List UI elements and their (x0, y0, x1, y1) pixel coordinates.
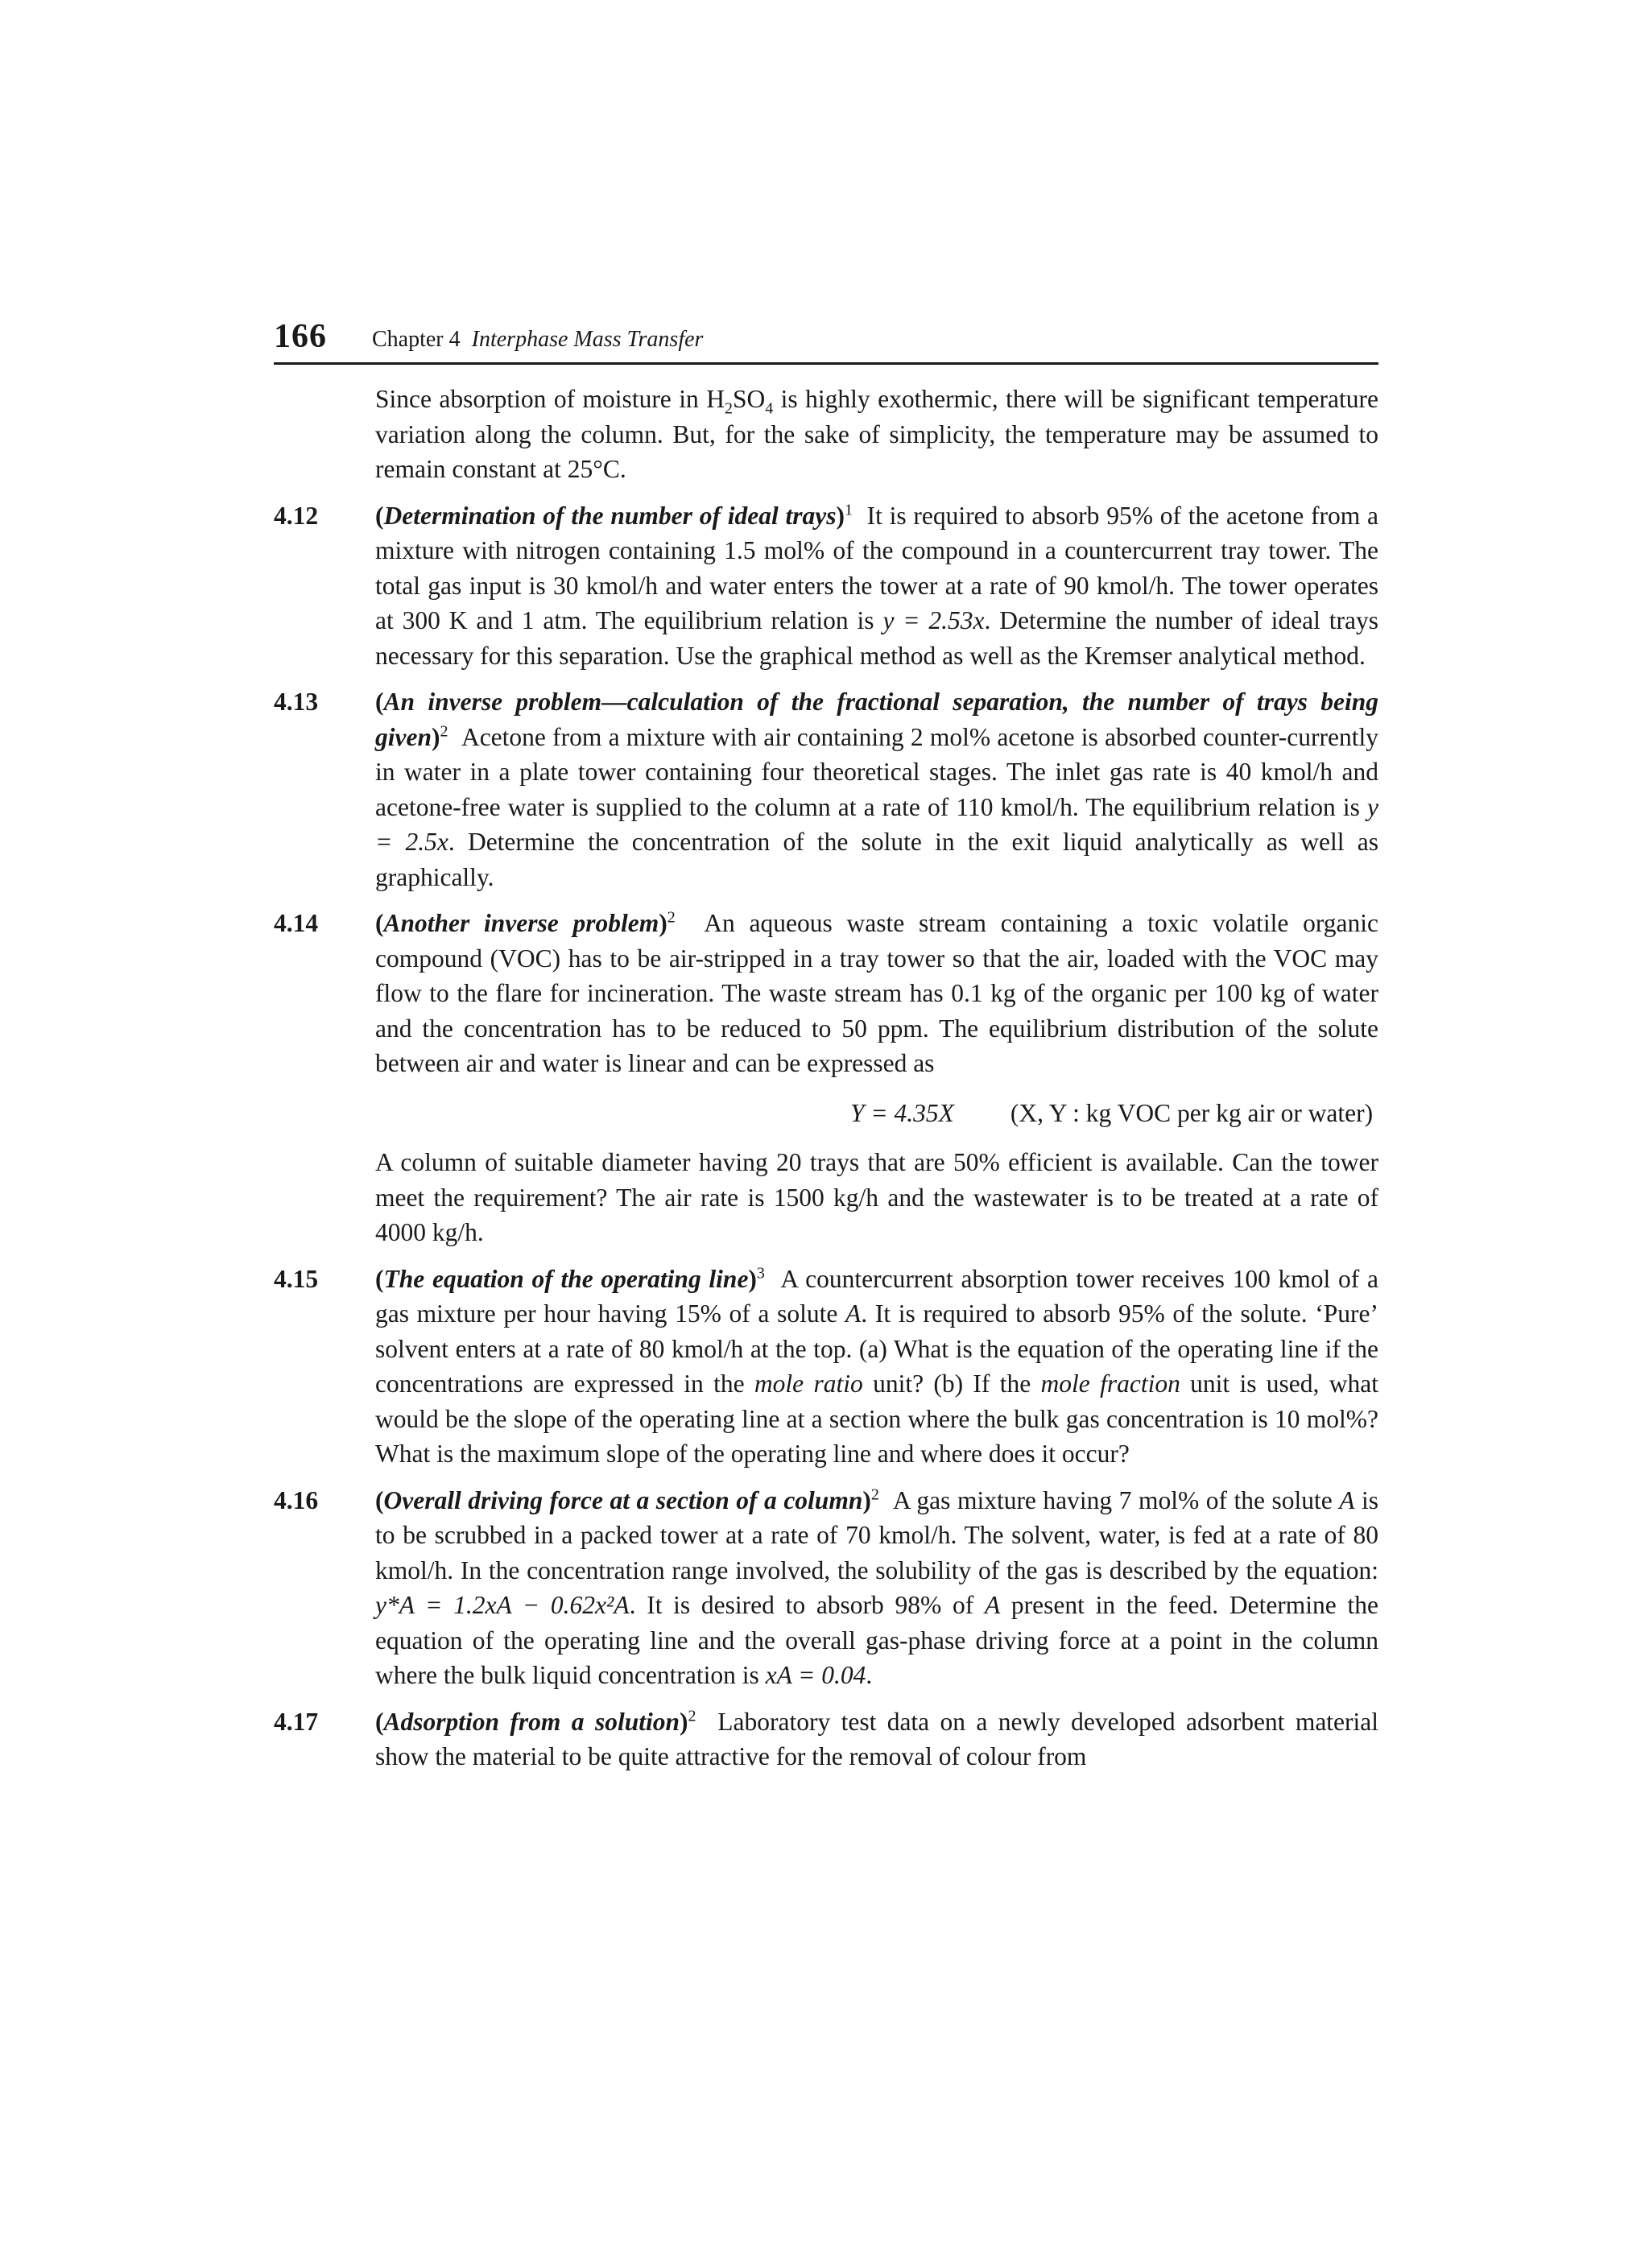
footnote-ref: 3 (756, 1264, 765, 1282)
problem-text: It is required to absorb 95% of the acetone from a mixture with nitrogen containing 1.5 mol% of the compound in a countercurrent tray tower. The total gas input is 30 kmol/h and water enters the tower at a rate of 90 kmol/h. The tower operates at 300 K and 1 atm. The equilibrium relation is (375, 501, 1378, 634)
problem-text: . (866, 1661, 873, 1689)
problem-number: 4.17 (274, 1707, 319, 1736)
problem-title: (Another inverse problem) (375, 909, 667, 937)
problem-number: 4.16 (274, 1485, 319, 1514)
equation-inline: xA = 0.04 (765, 1661, 866, 1689)
equation-inline: y = 2.53x (882, 606, 985, 634)
problem-text: unit? (b) If the (862, 1369, 1041, 1398)
page-body (274, 382, 1378, 1774)
intro-sub-1: 2 (724, 399, 733, 418)
chapter-title: Interphase Mass Transfer (471, 327, 704, 352)
equation-inline: y*A = 1.2xA − 0.62x²A (375, 1591, 630, 1619)
solute-symbol: A (984, 1591, 1001, 1619)
problem-4-17 (274, 1704, 1378, 1774)
problem-4-15 (274, 1262, 1378, 1472)
footnote-ref: 1 (845, 501, 853, 518)
problem-number: 4.12 (274, 501, 319, 530)
footnote-ref: 2 (688, 1707, 696, 1725)
problem-text: . It is required to absorb 95% of the solute. ‘Pure’ solvent enters at a rate of 80 kmol/h at the top. (a) What is the equation of the operating line if the concentrations are expressed in the (375, 1299, 1378, 1398)
intro-text-2: SO (732, 385, 766, 413)
page-number: 166 (274, 318, 327, 355)
display-equation (375, 1096, 1378, 1131)
problem-title: (Adsorption from a solution) (375, 1707, 688, 1736)
problem-text: . Determine the concentration of the solute in the exit liquid analytically as well as graphically. (375, 828, 1378, 891)
problem-4-14 (274, 906, 1378, 1250)
solute-symbol: A (845, 1299, 862, 1328)
unit-term: mole fraction (1040, 1369, 1180, 1398)
intro-text-1: Since absorption of moisture in H (375, 385, 725, 413)
footnote-ref: 2 (440, 722, 448, 740)
intro-sub-2: 4 (765, 399, 774, 418)
problem-text: . Determine the number of ideal trays necessary for this separation. Use the graphical method as well as the Kremser analytical method. (375, 606, 1378, 670)
intro-paragraph (375, 382, 1378, 487)
problem-text: is to be scrubbed in a packed tower at a rate of 70 kmol/h. The solvent, water, is fed at a rate of 80 kmol/h. In the concentration range involved, the solubility of the gas is described by the equation: (375, 1485, 1379, 1584)
equation-note: (X, Y : kg VOC per kg air or water) (1010, 1098, 1374, 1127)
problem-title: (The equation of the operating line) (375, 1264, 757, 1293)
problem-title: (Overall driving force at a section of a column) (375, 1485, 871, 1514)
problem-text: unit is used, what would be the slope of the operating line at a section where the bulk gas concentration is 10 mol%? What is the maximum slope of the operating line and where does it occur? (375, 1369, 1378, 1468)
problem-number: 4.14 (274, 909, 319, 937)
footnote-ref: 2 (667, 908, 676, 927)
problem-4-13 (274, 684, 1378, 894)
chapter-label: Chapter 4 (372, 327, 461, 352)
problem-text: Laboratory test data on a newly developed adsorbent material show the material to be quite attractive for the removal of colour from (375, 1707, 1379, 1770)
footnote-ref: 2 (870, 1485, 879, 1503)
problem-text: Acetone from a mixture with air containing 2 mol% acetone is absorbed counter-currently in water in a plate tower containing four theoretical stages. The inlet gas rate is 40 kmol/h and acetone-free water is supplied to the column at a rate of 110 kmol/h. The equilibrium relation is (375, 722, 1378, 821)
problem-title: (An inverse problem—calculation of the fractional separation, the number of trays being given) (375, 688, 1378, 751)
page-header (274, 317, 1378, 365)
problem-number: 4.13 (274, 688, 319, 716)
problem-text: An aqueous waste stream containing a toxic volatile organic compound (VOC) has to be air-stripped in a tray tower so that the air, loaded with the VOC may flow to the flare for incineration. The waste stream has 0.1 kg of the organic per 100 kg of water and the concentration has to be reduced to 50 ppm. The equilibrium distribution of the solute between air and water is linear and can be expressed as (375, 909, 1379, 1077)
equation: Y = 4.35X (850, 1098, 954, 1127)
unit-term: mole ratio (754, 1369, 863, 1398)
solute-symbol: A (1339, 1485, 1355, 1514)
running-head (372, 327, 703, 353)
intro-text-3: is highly exothermic, there will be significant temperature variation along the column. But, for the sake of simplicity, the temperature may be assumed to remain constant at 25°C. (375, 385, 1378, 483)
problem-text: A column of suitable diameter having 20 trays that are 50% efficient is available. Can the tower meet the requirement? The air rate is 1500 kg/h and the wastewater is to be treated at a rate of 4000 kg/h. (375, 1148, 1378, 1246)
problem-number: 4.15 (274, 1264, 319, 1293)
problem-4-12 (274, 498, 1378, 674)
problem-title: (Determination of the number of ideal trays) (375, 501, 845, 530)
problem-text: present in the feed. Determine the equation of the operating line and the overall gas-phase driving force at a point in the column where the bulk liquid concentration is (375, 1591, 1378, 1689)
problem-text: . It is desired to absorb 98% of (629, 1591, 985, 1619)
problem-text: A gas mixture having 7 mol% of the solute (892, 1485, 1340, 1514)
equation-inline: y = 2.5x (375, 792, 1378, 856)
problem-4-16 (274, 1483, 1378, 1693)
problem-text: A countercurrent absorption tower receives 100 kmol of a gas mixture per hour having 15% of a solute (375, 1264, 1378, 1328)
